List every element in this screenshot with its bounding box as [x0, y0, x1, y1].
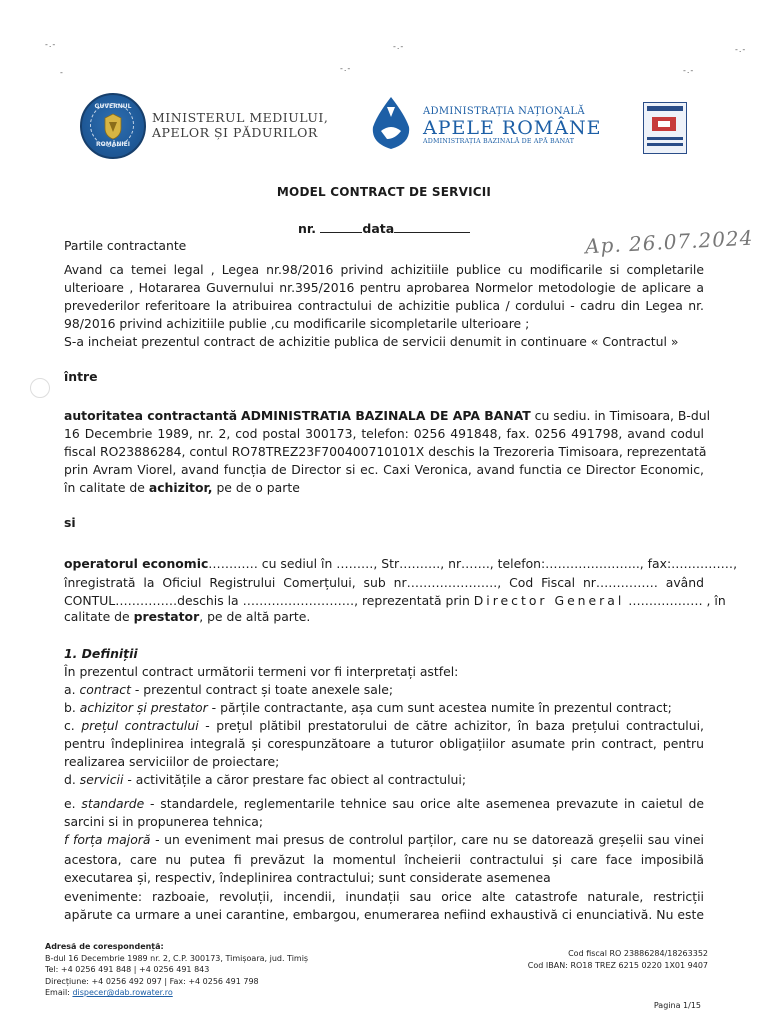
- anar-line-2: APELE ROMÂNE: [423, 117, 602, 139]
- paragraph-line: executarea și, respectiv, îndeplinirea contractului; sunt considerate asemenea: [64, 870, 551, 885]
- paragraph-line: 98/2016 privind achizitiile publie ,cu modificarile sicompletarile ulterioare ;: [64, 316, 530, 331]
- footer-cod-fiscal: Cod fiscal RO 23886284/18263352: [568, 949, 708, 958]
- definition-item: f forța majoră - un eveniment mai presus de controlul parților, care nu se datorează greșelii sau vinei: [64, 832, 704, 847]
- paragraph-line: sarcini si in propunerea tehnica;: [64, 814, 264, 829]
- scan-speck: -.-: [735, 45, 747, 54]
- paragraph-line: prin Avram Viorel, avand funcția de Director si ec. Caxi Veronica, avand functia ce Director Economic,: [64, 462, 704, 477]
- scan-speck: -: [60, 68, 64, 77]
- paragraph-line: Partile contractante: [64, 238, 187, 253]
- paragraph-line: Avand ca temei legal , Legea nr.98/2016 privind achizitiile publice cu modificarile si completarile: [64, 262, 704, 277]
- scan-speck: -.-: [393, 42, 405, 51]
- paragraph-line: pentru îndeplinirea integrală și corespunzătoare a tuturor obligațiilor asumate prin contract, pentru: [64, 736, 704, 751]
- scan-mark: [30, 378, 50, 398]
- paragraph-line: fiscal RO23886284, contul RO78TREZ23F700400710101X deschis la Trezoreria Timisoara, reprezentată: [64, 444, 707, 459]
- page-number: Pagina 1/15: [653, 1001, 701, 1010]
- water-drop-logo: [365, 93, 417, 153]
- government-seal-logo: GUVERNUL ROMÂNIEI: [80, 93, 146, 159]
- paragraph-line: în calitate de achizitor, pe de o parte: [64, 480, 300, 495]
- footer-address: B-dul 16 Decembrie 1989 nr. 2, C.P. 300173, Timișoara, jud. Timiș: [45, 953, 309, 963]
- definition-item: e. standarde - standardele, reglementarile tehnice sau orice alte asemenea prevazute in caietul de: [64, 796, 704, 811]
- ministry-name: MINISTERUL MEDIULUI, APELOR ȘI PĂDURILOR: [152, 110, 329, 140]
- paragraph-line: 16 Decembrie 1989, nr. 2, cod postal 300173, telefon: 0256 491848, fax. 0256 491798, avand codul: [64, 426, 704, 441]
- footer-address-block: [45, 941, 308, 999]
- section-word-intre: între: [64, 369, 98, 384]
- anar-line-3: ADMINISTRAȚIA BAZINALĂ DE APĂ BANAT: [423, 138, 575, 145]
- paragraph-line: S-a incheiat prezentul contract de achizitie publica de servicii denumit in continuare « Contractul »: [64, 334, 679, 349]
- section-heading-definitii: 1. Definiții: [64, 646, 138, 661]
- definition-item: c. prețul contractului - prețul plătibil prestatorului de către achizitor, în baza prețului contractului,: [64, 718, 704, 733]
- paragraph-line: În prezentul contract următorii termeni vor fi interpretați astfel:: [64, 664, 459, 679]
- scan-speck: -.-: [683, 66, 695, 75]
- paragraph-line: prevederilor referitoare la atribuirea contractului de achizitie publica / cordului - cadru din Legea nr.: [64, 298, 704, 313]
- paragraph-line: acestora, care nu putea fi prevăzut la momentul încheierii contractului și care face imposibilă: [64, 852, 704, 867]
- footer-email-line: Email: dispecer@dab.rowater.ro: [45, 988, 173, 997]
- scan-speck: -.-: [340, 64, 352, 73]
- handwritten-annotation: Ap. 26.07.2024: [584, 225, 754, 259]
- email-link[interactable]: dispecer@dab.rowater.ro: [72, 988, 173, 997]
- paragraph-line: CONTUL……………deschis la ………………………, reprezentată prin Director General ……………… , în: [64, 593, 726, 608]
- anar-line-1: ADMINISTRAȚIA NAȚIONALĂ: [423, 106, 585, 117]
- paragraph-line: înregistrată la Oficiul Registrului Comerțului, sub nr…………………., Cod Fiscal nr…………… având: [64, 575, 704, 590]
- paragraph-line: realizarea serviciilor de proiectare;: [64, 754, 280, 769]
- definition-item: d. servicii - activitățile a căror prestare fac obiect al contractului;: [64, 772, 466, 787]
- definition-item: a. contract - prezentul contract și toate anexele sale;: [64, 682, 394, 697]
- document-title: MODEL CONTRACT DE SERVICII: [276, 185, 492, 199]
- paragraph-line: apărute ca urmare a unei carantine, embargou, enumerarea nefiind exhaustivă ci enunciativă. Nu este: [64, 907, 704, 922]
- definition-item: b. achizitor și prestator - părțile contractante, așa cum sunt acestea numite în prezentul contract;: [64, 700, 672, 715]
- paragraph-line: evenimente: razboaie, revoluții, incendii, inundații sau orice alte catastrofe naturale, restricții: [64, 889, 704, 904]
- paragraph-line: ulterioare , Hotararea Guvernului nr.395/2016 pentru aprobarea Normelor metodologie de aplicare a: [64, 280, 704, 295]
- paragraph-line: autoritatea contractantă ADMINISTRATIA BAZINALA DE APA BANAT cu sediu. in Timisoara, B-dul: [64, 408, 711, 423]
- contract-number-date: nr. data: [298, 221, 470, 236]
- footer-direction: Direcțiune: +4 0256 492 097 | Fax: +4 0256 491 798: [45, 976, 259, 986]
- scan-speck: -.-: [45, 40, 57, 49]
- paragraph-line: operatorul economic………… cu sediul în ………, Str………., nr……., telefon:………………….., fax:……………,: [64, 556, 738, 571]
- section-word-si: si: [64, 515, 76, 530]
- paragraph-line: calitate de prestator, pe de altă parte.: [64, 609, 311, 624]
- footer-phone: Tel: +4 0256 491 848 | +4 0256 491 843: [45, 965, 210, 974]
- footer-cod-iban: Cod IBAN: RO18 TREZ 6215 0220 1X01 9407: [527, 961, 708, 970]
- certification-badge: [643, 102, 687, 154]
- footer-heading: Adresă de corespondență:: [45, 942, 164, 951]
- footer-fiscal-block: [500, 948, 708, 972]
